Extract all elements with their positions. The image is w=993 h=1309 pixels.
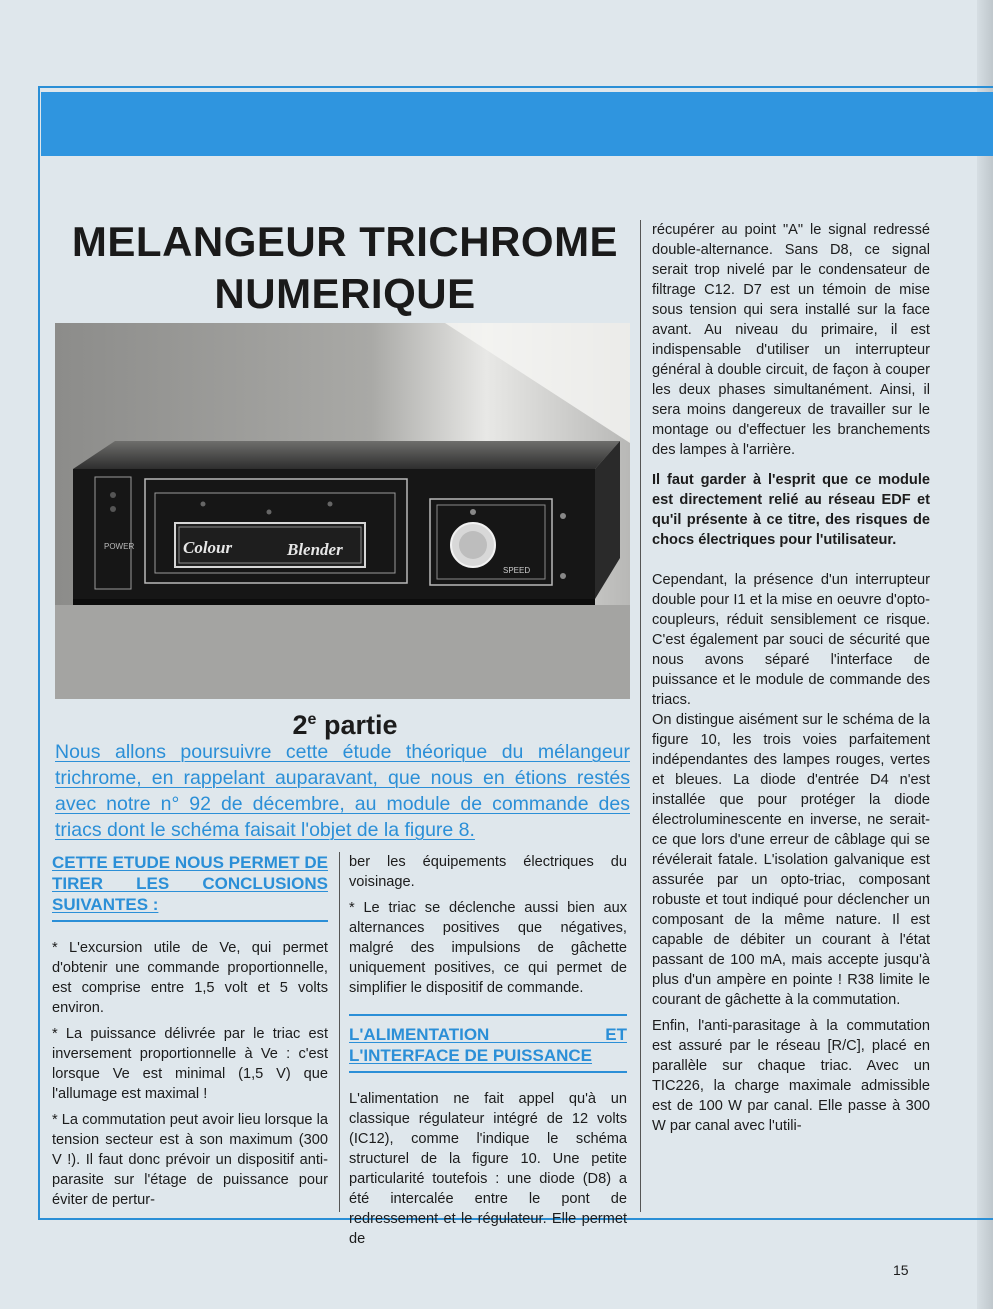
paragraph: Cependant, la présence d'un interrupteur double pour I1 et la mise en oeuvre d'opto-coupleurs, réduit sensiblement ce risque. C'est également par souci de sécurité que nous avons séparé l'interface de puissance et le module de commande des triacs. <box>652 572 930 708</box>
right-column <box>652 220 930 1142</box>
title-line-1: MELANGEUR TRICHROME <box>71 218 619 265</box>
title-line-2: NUMERIQUE <box>214 270 476 317</box>
part-subtitle <box>50 704 640 741</box>
paragraph: L'alimentation ne fait appel qu'à un classique régulateur intégré de 12 volts (IC12), comme l'indique le schéma structurel de la figure 10. Une petite particularité toutefois : une diode (D8) a été intercalée entre le pont de redressement et le régulateur. Elle permet de <box>349 1091 627 1247</box>
section-heading-alimentation: L'ALIMENTATION ET L'INTERFACE DE PUISSANCE <box>349 1025 627 1065</box>
warning-paragraph: Il faut garder à l'esprit que ce module est directement relié au réseau EDF et qu'il présente à ce titre, des risques de chocs électriques pour l'utilisateur. <box>652 472 930 548</box>
speed-label: SPEED <box>503 566 531 575</box>
part-word: partie <box>323 710 398 740</box>
section-rule <box>349 1014 627 1016</box>
paragraph: * Le triac se déclenche aussi bien aux alternances positives que négatives, malgré des impulsions de gâchette uniquement positives, ce qui permet de simplifier le dispositif de commande. <box>349 900 627 996</box>
power-label: POWER <box>104 542 135 551</box>
device-photo <box>55 323 630 699</box>
part-ordinal: e <box>307 711 317 728</box>
part-number: 2 <box>292 710 308 740</box>
brand-word-1: Colour <box>183 538 233 557</box>
brand-word-2: Blender <box>287 540 343 559</box>
section-heading-conclusions: CETTE ETUDE NOUS PERMET DE TIRER LES CONCLUSIONS SUIVANTES : <box>52 853 328 914</box>
header-blue-band <box>41 92 993 156</box>
paragraph: ber les équipements électriques du voisinage. <box>349 854 627 890</box>
middle-column <box>349 852 627 1255</box>
paragraph: récupérer au point "A" le signal redressé double-alternance. Sans D8, ce signal serait trop nivelé par le condensateur de filtrage C12. D7 est un témoin de mise sous tension qui sera installé sur la face avant. Au niveau du primaire, il est indispensable d'utiliser un interrupteur général à double circuit, de façon à couper les deux phases simultanément. Ainsi, il sera moins dangereux de travailler sur le montage ou d'effectuer les branchements des lampes à l'arrière. <box>652 222 930 458</box>
paragraph: On distingue aisément sur le schéma de la figure 10, les trois voies parfaitement indépendantes des lampes rouges, vertes et bleues. La diode d'entrée D4 n'est installée que pour protéger la diode électroluminescente en inverse, ne serait-ce que lors d'une erreur de câblage qui se révélerait fatale. L'isolation galvanique est assurée par un opto-triac, composant robuste et tout indiqué pour déclencher un composant de la même nature. Il est capable de débiter un courant à l'état passant de 100 mA, mais accepte jusqu'à plus d'un ampère en pointe ! R38 limite le courant de gâchette à la commutation. <box>652 712 930 1008</box>
paragraph: Enfin, l'anti-parasitage à la commutation est assuré par le réseau [R/C], placé en parallèle sur chaque triac. Avec un TIC226, la charge maximale admissible est de 100 W par canal. Elle passe à 300 W par canal avec l'utili- <box>652 1018 930 1134</box>
section-rule <box>349 1071 627 1073</box>
column-divider <box>640 220 641 1212</box>
paragraph: * La commutation peut avoir lieu lorsque la tension secteur est à son maximum (300 V !). Il faut donc prévoir un dispositif anti-parasite sur l'étage de puissance pour éviter de pertur- <box>52 1112 328 1208</box>
paragraph: * La puissance délivrée par le triac est inversement proportionnelle à Ve : c'est lorsque Ve est minimal (1,5 V) que l'allumage est maximal ! <box>52 1026 328 1102</box>
column-divider <box>339 852 340 1212</box>
paragraph: * L'excursion utile de Ve, qui permet d'obtenir une commande proportionnelle, est comprise entre 1,5 volt et 5 volts environ. <box>52 940 328 1016</box>
section-rule <box>52 920 328 922</box>
article-title <box>50 216 640 320</box>
page-number: 15 <box>893 1262 909 1278</box>
article-intro: Nous allons poursuivre cette étude théorique du mélangeur trichrome, en rappelant auparavant, que nous en étions restés avec notre n° 92 de décembre, au module de commande des triacs dont le schéma faisait l'objet de la figure 8. <box>55 741 630 841</box>
device-photo-svg <box>55 323 630 699</box>
left-column <box>52 852 328 1216</box>
